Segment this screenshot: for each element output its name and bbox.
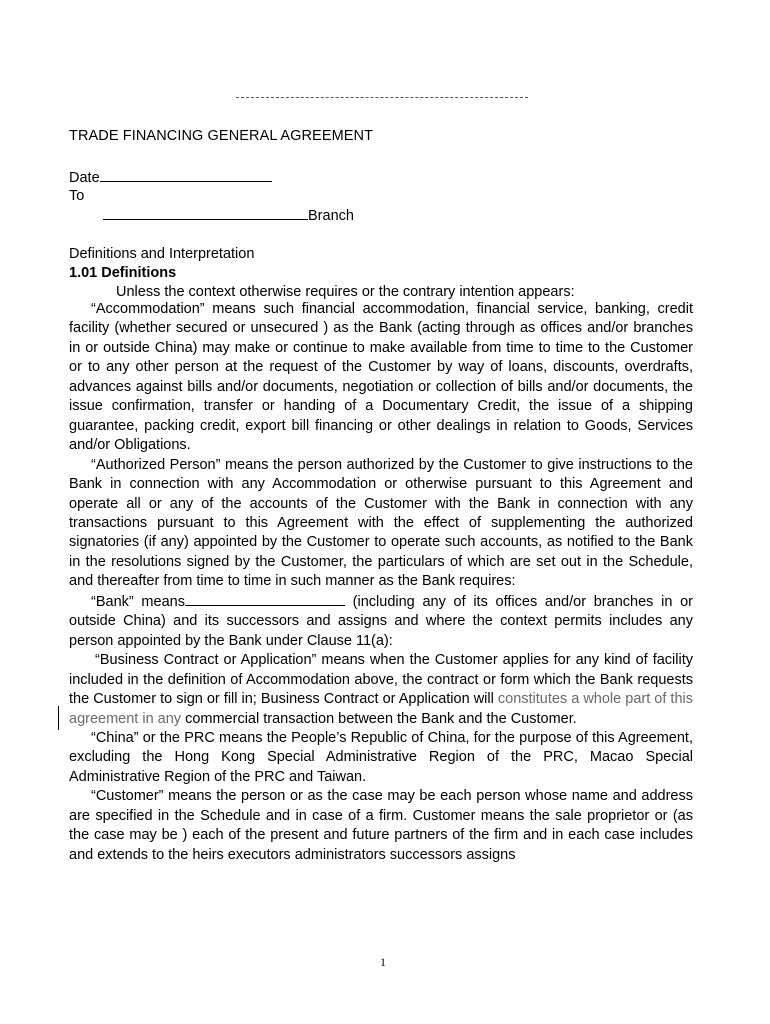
date-blank[interactable] bbox=[100, 168, 272, 182]
header-rule bbox=[236, 97, 528, 98]
definitions-body bbox=[69, 300, 693, 865]
section-subheading: 1.01 Definitions bbox=[69, 265, 177, 281]
definition-customer: “Customer” means the person or as the case may be each person whose name and address are specified in the Schedule and in case of a firm. Customer means the sale proprietor or (as the case may be ) each of the present and future partners of the firm and in each case includes and extends to the heirs executors administrators successors assigns bbox=[69, 788, 693, 863]
date-field bbox=[69, 168, 272, 189]
branch-field bbox=[103, 206, 354, 227]
section-heading: Definitions and Interpretation bbox=[69, 246, 255, 262]
definition-accommodation: “Accommodation” means such financial accommodation, financial service, banking, credit facility (whether secured or unsecured ) as the Bank (acting through as offices and/or branches in or outside China) may make or continue to make available from time to time to the Customer or to any other person at the request of the Customer by way of loans, discounts, overdrafts, advances against bills and/or documents, negotiation or collection of bills and/or documents, the issue confirmation, transfer or handing of a Documentary Credit, the issue of a shipping guarantee, packing credit, export bill financing or other dealings in relation to Goods, Services and/or Obligations. bbox=[69, 301, 693, 454]
definition-bank bbox=[69, 592, 693, 651]
definition-authorized-person: “Authorized Person” means the person authorized by the Customer to give instructions to the Bank in connection with any Accommodation or otherwise pursuant to this Agreement and operate all or any of the accounts of the Customer with the Bank in connection with any transactions pursuant to this Agreement with the effect of supplementing the authorized signatories (if any) appointed by the Customer to operate such accounts, as notified to the Bank in the resolutions signed by the Customer, the particulars of which are set out in the Schedule, and thereafter from time to time in such manner as the Bank requires: bbox=[69, 456, 693, 590]
section-intro: Unless the context otherwise requires or the contrary intention appears: bbox=[116, 284, 575, 300]
business-contract-text-b: commercial transaction between the Bank and the Customer. bbox=[181, 710, 577, 727]
bank-name-blank[interactable] bbox=[185, 592, 345, 606]
bank-prefix: “Bank” means bbox=[91, 593, 185, 610]
definition-china: “China” or the PRC means the People’s Republic of China, for the purpose of this Agreement, excluding the Hong Kong Special Administrative Region of the PRC, Macao Special Administrative Region of the PRC and Taiwan. bbox=[69, 729, 693, 785]
branch-blank[interactable] bbox=[103, 206, 308, 220]
change-bar bbox=[58, 706, 59, 730]
definition-business-contract bbox=[69, 651, 693, 729]
bank-suffix: (including any of its offices and/or branches in or outside China) and its successors and assigns and where the context permits includes any person appointed by the Bank under Clause 11(a): bbox=[69, 593, 693, 649]
business-contract-text-a: “Business Contract or Application” means when the Customer applies for any kind of facility included in the definition of Accommodation above, the contract or form which the Bank requests the Customer to sign or fill in; Business Contract or Application will bbox=[69, 652, 693, 708]
business-contract-tracked-text: constitutes a whole part of this agreement in any bbox=[69, 691, 693, 727]
to-label: To bbox=[69, 188, 85, 204]
date-label: Date bbox=[69, 170, 100, 186]
page-number: 1 bbox=[380, 955, 386, 969]
document-title: TRADE FINANCING GENERAL AGREEMENT bbox=[69, 128, 374, 144]
branch-label: Branch bbox=[308, 208, 354, 224]
